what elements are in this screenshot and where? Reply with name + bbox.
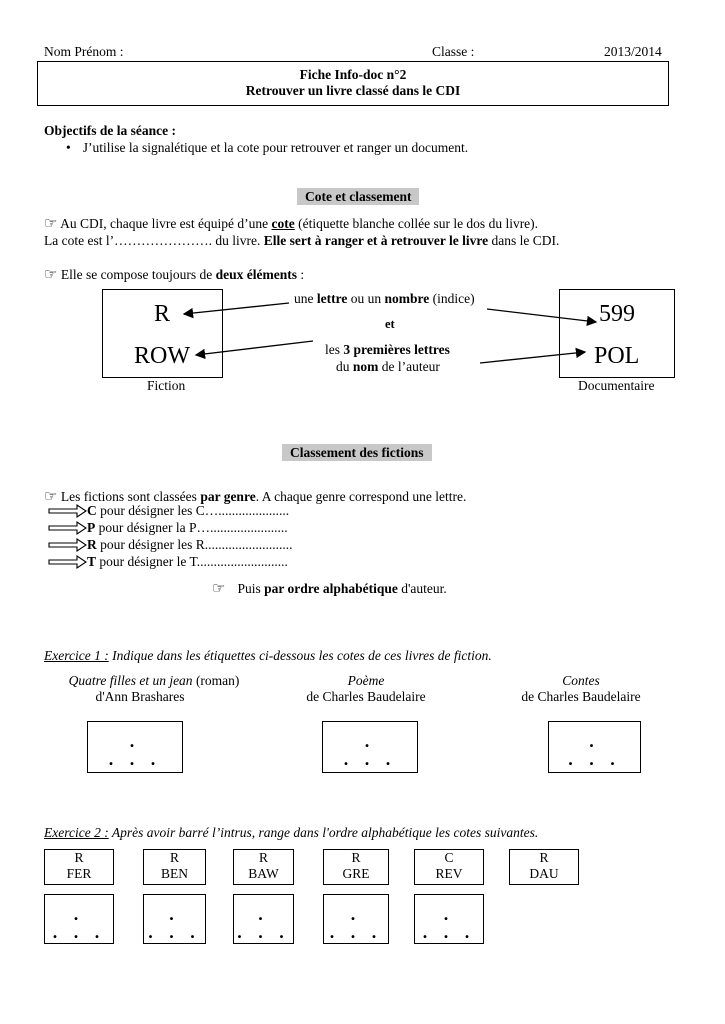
label-bottom: BAW bbox=[248, 866, 279, 881]
label-top: R bbox=[74, 850, 84, 865]
exercise1-heading bbox=[44, 648, 492, 664]
intro-b: . A chaque genre correspond une lettre. bbox=[255, 489, 467, 504]
exercise1-label: Exercice 1 : bbox=[44, 648, 109, 663]
book-genre: (roman) bbox=[192, 673, 240, 688]
label-top: R bbox=[351, 850, 361, 865]
exercise2-label: Exercice 2 : bbox=[44, 825, 109, 840]
dots-top: . bbox=[169, 904, 180, 924]
documentary-caption: Documentaire bbox=[578, 378, 655, 393]
sorting-slot[interactable] bbox=[323, 894, 389, 944]
genre-letter: R bbox=[87, 537, 97, 552]
genre-arrow-1 bbox=[49, 505, 86, 517]
genre-arrow-2 bbox=[49, 522, 86, 534]
pointing-hand-icon: ☞ bbox=[44, 489, 58, 505]
documentary-author-code: POL bbox=[594, 343, 640, 369]
book-title: Contes bbox=[562, 673, 600, 688]
answer-label-1[interactable] bbox=[87, 721, 183, 773]
title-line1: Fiche Info-doc n°2 bbox=[299, 67, 407, 82]
school-year: 2013/2014 bbox=[604, 44, 662, 59]
mid1-b: ou un bbox=[347, 291, 385, 306]
mid1-nombre: nombre bbox=[384, 291, 430, 306]
intro-bold: par genre bbox=[200, 489, 256, 504]
genre-item bbox=[87, 554, 288, 570]
objectives-heading: Objectifs de la séance : bbox=[44, 123, 176, 138]
spine-label bbox=[323, 849, 389, 885]
genre-arrow-4 bbox=[49, 556, 86, 568]
dots-bottom: . . . bbox=[422, 922, 476, 942]
documentary-number: 599 bbox=[599, 301, 635, 327]
dots-top: . bbox=[443, 904, 455, 924]
fiction-author-code: ROW bbox=[134, 343, 190, 369]
objective-text: J’utilise la signalétique et la cote pour retrouver et ranger un document. bbox=[82, 140, 469, 155]
dots-bottom: . . . bbox=[108, 749, 162, 769]
mid-et: et bbox=[385, 317, 395, 331]
class-label: Classe : bbox=[432, 44, 475, 59]
spine-label bbox=[233, 849, 294, 885]
mid1-lettre: lettre bbox=[316, 291, 348, 306]
book-title: Poème bbox=[347, 673, 385, 688]
dots-top: . bbox=[589, 731, 600, 751]
p2-bold: Elle sert à ranger et à retrouver le livre bbox=[263, 233, 489, 248]
p3-text-a: Elle se compose toujours de bbox=[60, 267, 216, 282]
genre-item bbox=[87, 503, 289, 519]
fiction-caption: Fiction bbox=[147, 378, 186, 393]
sorting-slot[interactable] bbox=[44, 894, 114, 944]
p3-bold: deux éléments bbox=[215, 267, 298, 282]
dots-bottom: . . . bbox=[52, 922, 106, 942]
then-a: Puis bbox=[237, 581, 265, 596]
genre-arrows bbox=[49, 505, 86, 568]
dots-top: . bbox=[258, 904, 269, 924]
intro-a: Les fictions sont classées bbox=[60, 489, 201, 504]
section-title-fictions-text: Classement des fictions bbox=[282, 444, 432, 461]
mid1-c: (indice) bbox=[429, 291, 475, 306]
pointing-hand-icon: ☞ bbox=[44, 216, 58, 232]
dots-bottom: . . . bbox=[148, 922, 201, 942]
label-top: C bbox=[444, 850, 454, 865]
mid3-a: du bbox=[336, 359, 353, 374]
label-top: R bbox=[169, 850, 179, 865]
sorting-slot[interactable] bbox=[143, 894, 206, 944]
genre-letter: T bbox=[87, 554, 97, 569]
dots-top: . bbox=[364, 731, 376, 751]
mid2-bold: 3 premières lettres bbox=[343, 342, 450, 357]
spine-label bbox=[44, 849, 114, 885]
mid3-bold: nom bbox=[352, 359, 379, 374]
genre-text: pour désigner la P…....................... bbox=[95, 520, 288, 535]
dots-top: . bbox=[73, 904, 85, 924]
spine-label bbox=[414, 849, 484, 885]
p1-text-a: Au CDI, chaque livre est équipé d’une bbox=[60, 216, 272, 231]
book-2 bbox=[286, 673, 446, 705]
pointing-hand-icon: ☞ bbox=[44, 267, 58, 283]
then-b: d'auteur. bbox=[397, 581, 447, 596]
book-author: de Charles Baudelaire bbox=[521, 689, 641, 704]
book-author: d'Ann Brashares bbox=[95, 689, 185, 704]
section-title-fictions bbox=[282, 445, 432, 461]
label-bottom: BEN bbox=[161, 866, 188, 881]
book-3 bbox=[501, 673, 661, 705]
book-title: Quatre filles et un jean bbox=[68, 673, 193, 688]
mid2-a: les bbox=[325, 342, 344, 357]
p3-text-b: : bbox=[297, 267, 305, 282]
arrow-to-author-left bbox=[196, 341, 313, 355]
bullet-icon: • bbox=[66, 140, 71, 155]
sorting-slot[interactable] bbox=[233, 894, 294, 944]
label-top: R bbox=[258, 850, 268, 865]
p1-text-b: (étiquette blanche collée sur le dos du livre). bbox=[294, 216, 539, 231]
genre-item bbox=[87, 537, 292, 553]
exercise2-instruction: Après avoir barré l’intrus, range dans l'ordre alphabétique les cotes suivantes. bbox=[108, 825, 539, 840]
exercise2-heading bbox=[44, 825, 538, 841]
arrow-to-letter bbox=[184, 303, 289, 314]
p2-text-b: dans le CDI. bbox=[488, 233, 560, 248]
exercise1-instruction: Indique dans les étiquettes ci-dessous les cotes de ces livres de fiction. bbox=[108, 648, 492, 663]
pointing-hand-icon: ☞ bbox=[212, 581, 226, 597]
book-1 bbox=[54, 673, 254, 705]
answer-label-2[interactable] bbox=[322, 721, 418, 773]
fiction-letter: R bbox=[154, 301, 171, 327]
section-title-cote-text: Cote et classement bbox=[297, 188, 419, 205]
genre-letter: P bbox=[87, 520, 96, 535]
alphabetical-order-note bbox=[212, 579, 447, 598]
label-bottom: REV bbox=[435, 866, 463, 881]
genre-letter: C bbox=[87, 503, 97, 518]
sorting-slot[interactable] bbox=[414, 894, 484, 944]
genre-arrow-3 bbox=[49, 539, 86, 551]
dots-top: . bbox=[350, 904, 362, 924]
name-label: Nom Prénom : bbox=[44, 44, 124, 59]
dots-bottom: . . . bbox=[568, 749, 621, 769]
p1-cote: cote bbox=[271, 216, 295, 231]
genre-text: pour désigner les R.......................... bbox=[96, 537, 293, 552]
spine-label bbox=[509, 849, 579, 885]
answer-label-3[interactable] bbox=[548, 721, 641, 773]
p2-text-a: La cote est l’…………………. du livre. bbox=[44, 233, 264, 248]
dots-top: . bbox=[129, 731, 141, 751]
label-bottom: GRE bbox=[342, 866, 370, 881]
label-bottom: DAU bbox=[529, 866, 559, 881]
mid1-a: une bbox=[294, 291, 317, 306]
spine-label bbox=[143, 849, 206, 885]
label-bottom: FER bbox=[66, 866, 92, 881]
title-line2: Retrouver un livre classé dans le CDI bbox=[245, 83, 461, 98]
genre-text: pour désigner les C…..................... bbox=[96, 503, 290, 518]
dots-bottom: . . . bbox=[237, 922, 290, 942]
book-author: de Charles Baudelaire bbox=[306, 689, 426, 704]
label-top: R bbox=[539, 850, 549, 865]
genre-item bbox=[87, 520, 288, 536]
then-bold: par ordre alphabétique bbox=[264, 581, 398, 596]
genre-text: pour désigner le T........................... bbox=[96, 554, 288, 569]
mid3-b: de l’auteur bbox=[378, 359, 440, 374]
arrow-to-author-right bbox=[480, 352, 585, 363]
dots-bottom: . . . bbox=[329, 922, 383, 942]
arrow-to-number bbox=[487, 309, 596, 322]
dots-bottom: . . . bbox=[343, 749, 397, 769]
